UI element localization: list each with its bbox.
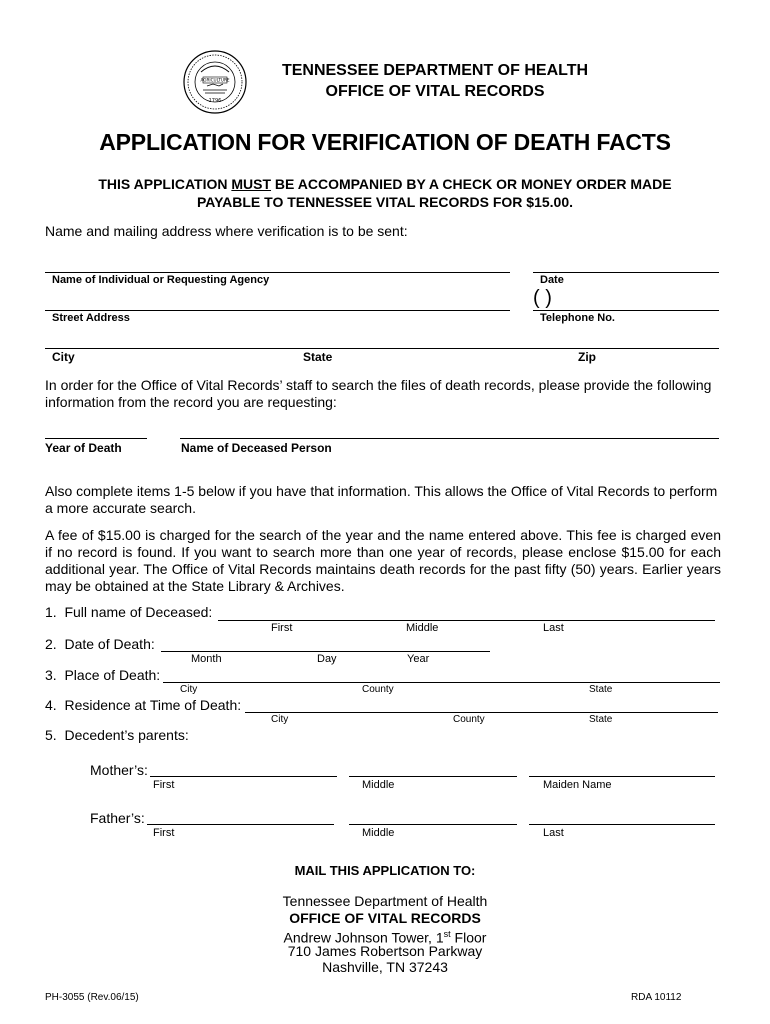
mail-line-5: Nashville, TN 37243 — [322, 959, 448, 975]
state-label: State — [303, 350, 333, 364]
father-first-line[interactable] — [147, 824, 334, 825]
mother-first-label: First — [153, 779, 175, 791]
residence-city-label: City — [271, 714, 289, 725]
full-name-middle-label: Middle — [406, 622, 439, 634]
father-last-line[interactable] — [529, 824, 715, 825]
full-name-first-label: First — [271, 622, 293, 634]
item-5-label: 5. Decedent’s parents: — [45, 727, 189, 743]
place-city-label: City — [180, 684, 198, 695]
residence-state-label: State — [589, 714, 613, 725]
date-of-death-month-label: Month — [191, 653, 222, 665]
department-name: TENNESSEE DEPARTMENT OF HEALTH — [281, 62, 589, 79]
father-last-label: Last — [543, 827, 564, 839]
mother-middle-label: Middle — [362, 779, 395, 791]
date-of-death-day-label: Day — [317, 653, 337, 665]
state-seal — [183, 50, 247, 114]
date-label: Date — [540, 274, 564, 286]
mother-label: Mother’s: — [90, 762, 148, 778]
city-label: City — [52, 350, 75, 364]
mail-line-4: 710 James Robertson Parkway — [287, 943, 483, 959]
item-3-label: 3. Place of Death: — [45, 667, 161, 683]
father-label: Father’s: — [90, 810, 145, 826]
date-of-death-line[interactable] — [161, 651, 490, 652]
residence-county-label: County — [453, 714, 485, 725]
residence-line[interactable] — [245, 712, 718, 713]
mail-heading: MAIL THIS APPLICATION TO: — [294, 863, 476, 878]
city-state-zip-line[interactable] — [45, 348, 719, 349]
mother-first-line[interactable] — [150, 776, 337, 777]
form-id: PH-3055 (Rev.06/15) — [45, 992, 139, 1003]
mother-middle-line[interactable] — [349, 776, 517, 777]
search-intro: In order for the Office of Vital Records’ staff to search the files of death records, please provide the following information from the record you are requesting: — [45, 377, 712, 410]
mail-line-1: Tennessee Department of Health — [282, 893, 488, 909]
place-county-label: County — [362, 684, 394, 695]
father-first-label: First — [153, 827, 175, 839]
requester-name-line[interactable] — [45, 272, 510, 273]
father-middle-label: Middle — [362, 827, 395, 839]
item-2-label: 2. Date of Death: — [45, 636, 155, 652]
mother-maiden-label: Maiden Name — [543, 779, 612, 791]
place-of-death-line[interactable] — [163, 682, 720, 683]
place-state-label: State — [589, 684, 613, 695]
phone-area-code-parens: ( ) — [533, 287, 552, 309]
requester-name-label: Name of Individual or Requesting Agency — [52, 274, 270, 286]
mail-line-2: OFFICE OF VITAL RECORDS — [289, 910, 481, 926]
mail-line-3: Andrew Johnson Tower, 1st Floor — [283, 929, 487, 946]
page-title: APPLICATION FOR VERIFICATION OF DEATH FACTS — [99, 129, 671, 155]
mother-maiden-line[interactable] — [529, 776, 715, 777]
also-complete-text: Also complete items 1-5 below if you have that information. This allows the Office of Vital Records to perform a more accurate search. — [45, 483, 718, 516]
phone-label: Telephone No. — [540, 312, 615, 324]
deceased-name-label: Name of Deceased Person — [181, 441, 332, 455]
office-name: OFFICE OF VITAL RECORDS — [325, 83, 545, 100]
full-name-line[interactable] — [218, 620, 715, 621]
fee-text: A fee of $15.00 is charged for the search of the year and the name entered above. This fee is charged even if no record is found. If you want to search more than one year of records, please enclose $15.00 for each additional year. The Office of Vital Records maintains death records for the past fifty (50) years. Earlier years may be obtained at the State Library & Archives. — [45, 527, 721, 594]
phone-line[interactable] — [533, 310, 719, 311]
street-label: Street Address — [52, 312, 130, 324]
street-line[interactable] — [45, 310, 510, 311]
date-line[interactable] — [533, 272, 719, 273]
mailing-intro: Name and mailing address where verification is to be sent: — [45, 223, 408, 239]
deceased-name-line[interactable] — [180, 438, 719, 439]
zip-label: Zip — [578, 350, 596, 364]
item-1-label: 1. Full name of Deceased: — [45, 604, 213, 620]
item-4-label: 4. Residence at Time of Death: — [45, 697, 242, 713]
seal-text: AGRICULTURE — [200, 77, 230, 83]
date-of-death-year-label: Year — [407, 653, 430, 665]
father-middle-line[interactable] — [349, 824, 517, 825]
year-of-death-line[interactable] — [45, 438, 147, 439]
full-name-last-label: Last — [543, 622, 564, 634]
year-of-death-label: Year of Death — [45, 441, 122, 455]
seal-year: 1796 — [208, 98, 222, 104]
notice-emphasis: MUST — [231, 176, 272, 192]
rda-number: RDA 10112 — [631, 992, 682, 1003]
payment-notice: THIS APPLICATION MUST BE ACCOMPANIED BY A CHECK OR MONEY ORDER MADE PAYABLE TO TENNESSEE VITAL RECORDS FOR $15.00. — [98, 176, 672, 210]
